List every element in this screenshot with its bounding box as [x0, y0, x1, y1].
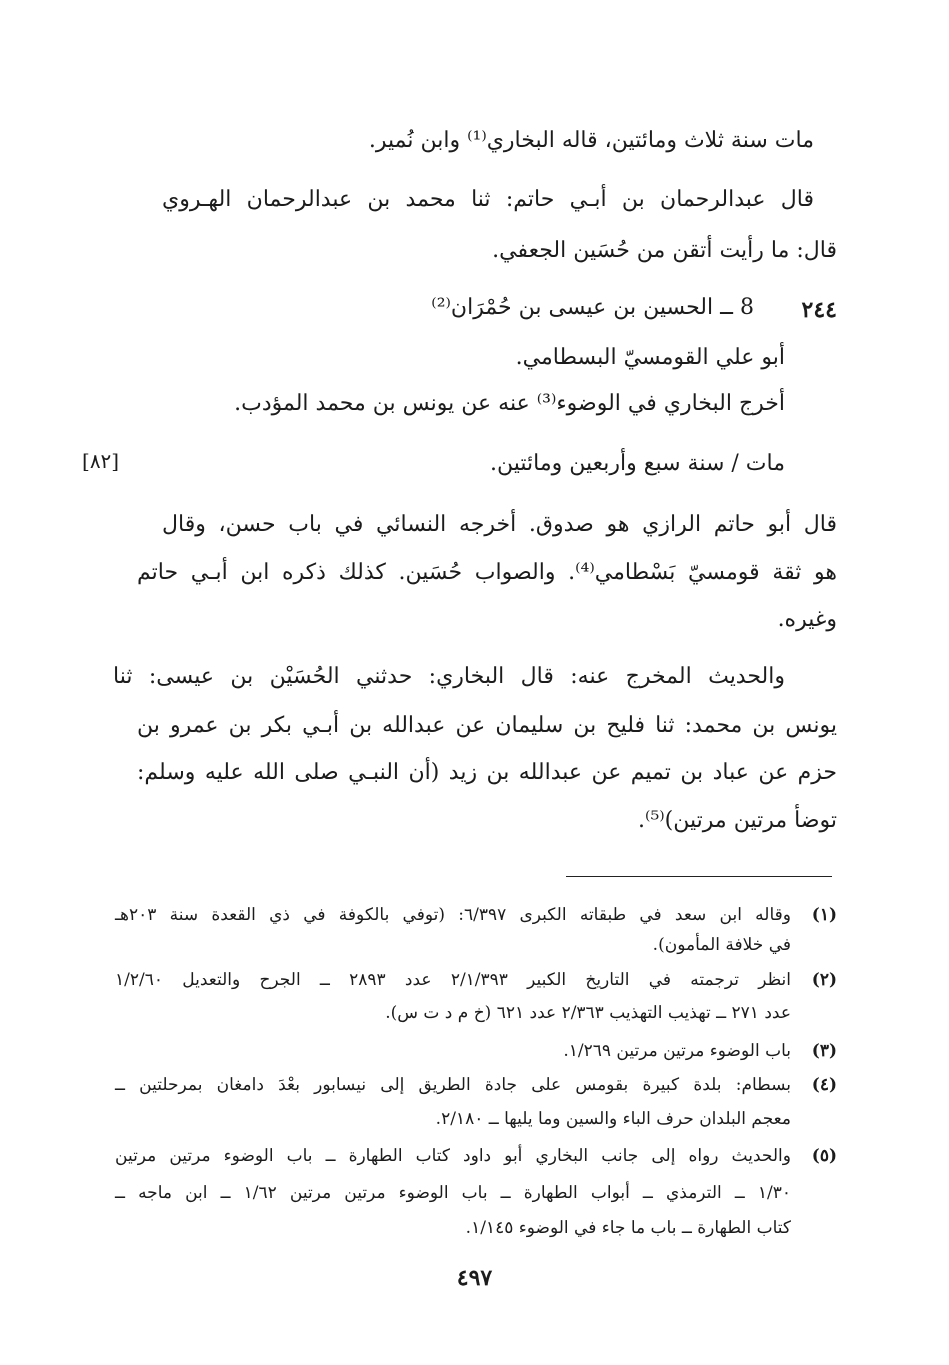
text-line-5: أبو علي القومسيّ البسطامي.	[515, 345, 785, 370]
text-line-12: يونس بن محمد: ثنا فليح بن سليمان عن عبدالله بن أبـي بكر بن عمرو بن	[137, 713, 837, 738]
footnote-5-line-2: ١/٣٠ ــ الترمذي ــ أبواب الطهارة ــ باب الوضوء مرتين مرتين ١/٦٢ ــ ابن ماجه ــ	[115, 1183, 792, 1203]
text-line-7: مات / سنة سبع وأربعين ومائتين.	[490, 451, 785, 476]
footnote-2-line-1: انظر ترجمته في التاريخ الكبير ٢/١/٣٩٣ عدد ٢٨٩٣ ــ الجرح والتعديل ١/٢/٦٠	[115, 970, 791, 990]
text-line-2: قال عبدالرحمان بن أبـي حاتم: ثنا محمد بن عبدالرحمان الهـروي	[162, 187, 814, 212]
text-line-8: قال أبو حاتم الرازي هو صدوق. أخرجه النسائي في باب حسن، وقال	[162, 512, 837, 537]
footnote-marker-1: (١)	[811, 905, 837, 925]
footnote-5-line-3: كتاب الطهارة ــ باب ما جاء في الوضوء ١/١٤٥.	[465, 1218, 791, 1238]
text-line-6: أخرج البخاري في الوضوء⁽³⁾ عنه عن يونس بن محمد المؤدب.	[234, 391, 785, 416]
footnote-marker-4: (٤)	[811, 1075, 837, 1095]
text-line-9: هو ثقة قومسيّ بَسْطامي⁽⁴⁾. والصواب حُسَين. كذلك ذكره ابن أبـي حاتم	[137, 560, 837, 585]
page-number: ٤٩٧	[456, 1265, 493, 1291]
footnote-4-line-2: معجم البلدان حرف الباء والسين وما يليها ــ ٢/١٨٠.	[435, 1109, 791, 1129]
footnote-marker-3: (٣)	[811, 1041, 837, 1061]
footnote-1-line-1: وقاله ابن سعد في طبقاته الكبرى ٦/٣٩٧: (توفي بالكوفة في ذي القعدة سنة ٢٠٣هـ	[115, 905, 791, 925]
entry-number: ٢٤٤	[801, 297, 837, 323]
entry-heading: 8 ــ الحسين بن عيسى بن حُمْرَان⁽²⁾	[431, 295, 754, 320]
footnote-separator	[566, 876, 832, 877]
footnote-marker-5: (٥)	[811, 1146, 837, 1166]
text-line-13: حزم عن عباد بن تميم عن عبدالله بن زيد (أن النبـي صلى الله عليه وسلم:	[137, 760, 837, 785]
manuscript-folio-marker: [٨٢]	[82, 449, 120, 473]
footnote-3-line-1: باب الوضوء مرتين مرتين ١/٢٦٩.	[563, 1041, 791, 1061]
text-line-14: توضأ مرتين مرتين)⁽⁵⁾.	[638, 808, 837, 833]
footnote-1-line-2: في خلافة المأمون).	[652, 935, 791, 955]
text-line-3: قال: ما رأيت أتقن من حُسَين الجعفي.	[492, 238, 837, 263]
footnote-marker-2: (٢)	[811, 970, 837, 990]
text-line-11: والحديث المخرج عنه: قال البخاري: حدثني الحُسَيْن بن عيسى: ثنا	[113, 664, 785, 689]
footnote-4-line-1: بسطام: بلدة كبيرة بقومس على جادة الطريق إلى نيسابور بعْدَ دامغان بمرحلتين ــ	[115, 1075, 791, 1095]
text-line-10: وغيره.	[777, 607, 837, 632]
footnote-5-line-1: والحديث رواه إلى جانب البخاري أبو داود كتاب الطهارة ــ باب الوضوء مرتين مرتين	[115, 1146, 791, 1166]
text-line-1: مات سنة ثلاث ومائتين، قاله البخاري⁽¹⁾ وابن نُمير.	[368, 128, 814, 153]
footnote-2-line-2: عدد ٢٧١ ــ تهذيب التهذيب ٢/٣٦٣ عدد ٦٢١ (خ م د ت س).	[385, 1003, 791, 1023]
